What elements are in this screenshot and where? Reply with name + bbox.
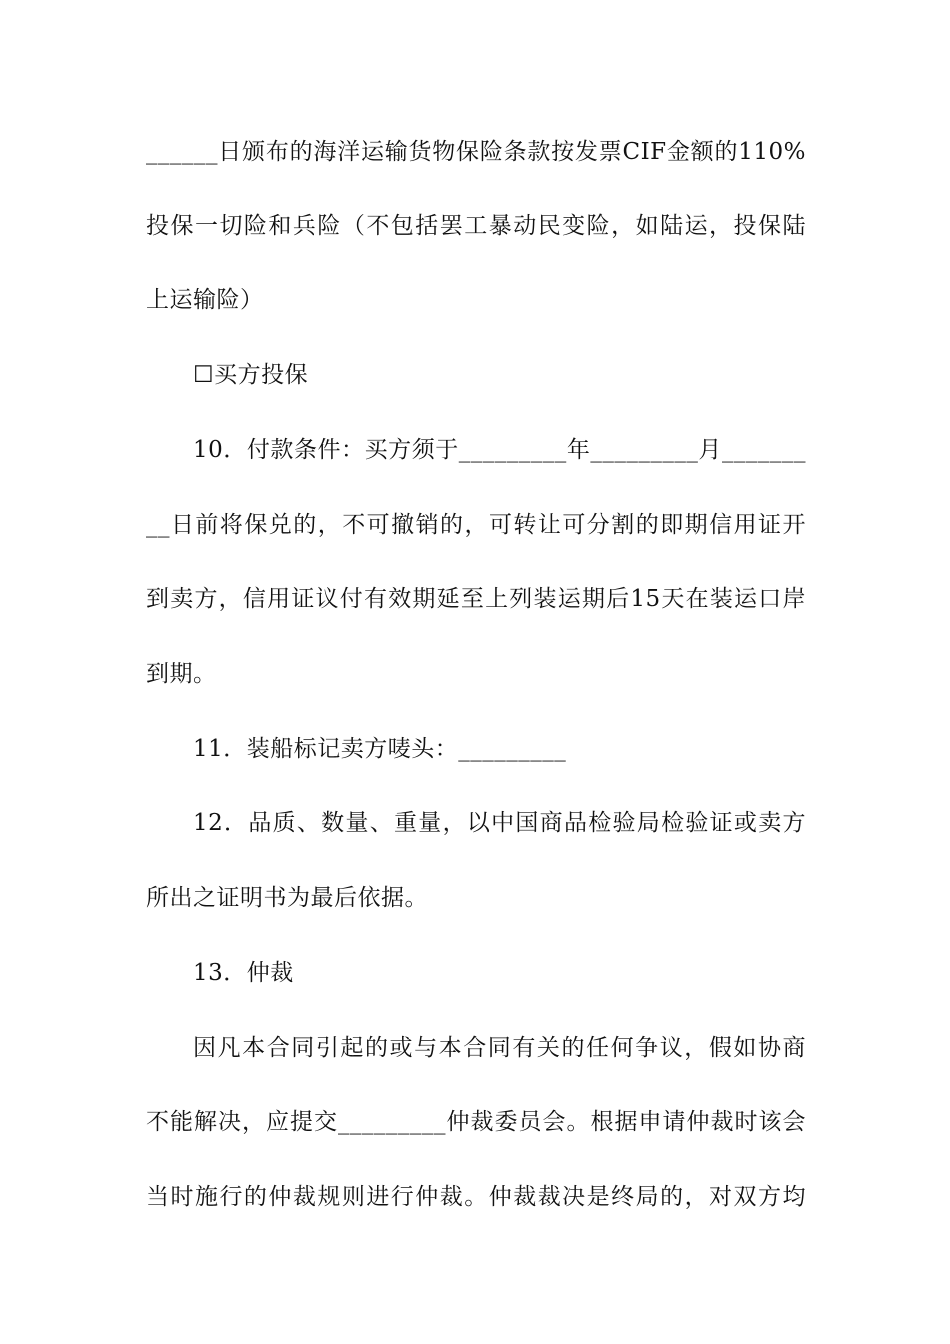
text-line: __日前将保兑的，不可撤销的，可转让可分割的即期信用证开 xyxy=(146,512,806,538)
checkbox-option-buyer-insure: ☐买方投保 xyxy=(193,362,309,388)
text-line: 不能解决，应提交_________仲裁委员会。根据申请仲裁时该会 xyxy=(146,1109,806,1135)
text-line: ______日颁布的海洋运输货物保险条款按发票CIF金额的110% xyxy=(146,139,806,165)
text-line: 当时施行的仲裁规则进行仲裁。仲裁裁决是终局的，对双方均 xyxy=(146,1184,806,1210)
clause-10-payment: 10．付款条件：买方须于_________年_________月_______ xyxy=(193,437,806,463)
text-line: 上运输险） xyxy=(146,287,264,313)
text-line: 到期。 xyxy=(146,661,217,687)
clause-13-arbitration: 13．仲裁 xyxy=(193,960,294,986)
text-line: 所出之证明书为最后依据。 xyxy=(146,885,428,911)
clause-12-quality: 12．品质、数量、重量，以中国商品检验局检验证或卖方 xyxy=(193,810,806,836)
text-line: 到卖方，信用证议付有效期延至上列装运期后15天在装运口岸 xyxy=(146,586,806,612)
clause-11-marks: 11．装船标记卖方唛头：_________ xyxy=(193,736,567,762)
text-line: 投保一切险和兵险（不包括罢工暴动民变险，如陆运，投保陆 xyxy=(146,213,806,239)
text-line: 因凡本合同引起的或与本合同有关的任何争议，假如协商 xyxy=(193,1035,806,1061)
